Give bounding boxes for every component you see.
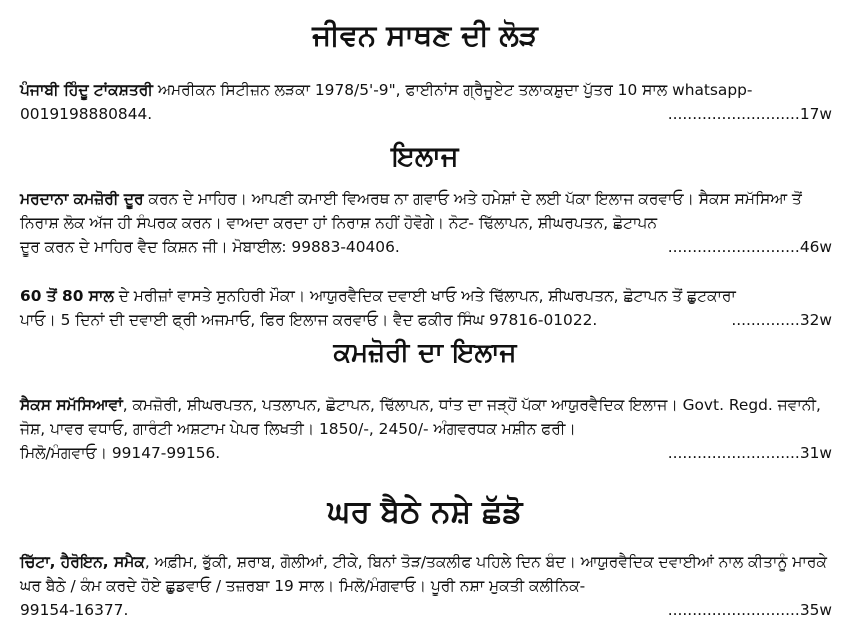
ad-body: ਦੇ ਮਰੀਜ਼ਾਂ ਵਾਸਤੇ ਸੁਨਹਿਰੀ ਮੌਕਾ। ਆਯੁਰਵੈਦਿਕ ਦਵਾਈ ਖਾਓ ਅਤੇ ਢਿੱਲਾਪਨ, ਸ਼ੀਘਰਪਤਨ, ਛੋਟਾਪਨ ਤੋਂ ਛੁਟਕਾਰਾ (113, 287, 736, 305)
ad-last-line: 99154-16377. (20, 601, 129, 619)
ad-lead: 60 ਤੋਂ 80 ਸਾਲ (20, 287, 114, 305)
ad-last-line: ਦੂਰ ਕਰਨ ਦੇ ਮਾਹਿਰ ਵੈਦ ਕਿਸ਼ਨ ਜੀ। ਮੋਬਾਈਲ: 99883-40406. (20, 238, 400, 256)
section-heading-treatment: ਇਲਾਜ (391, 141, 459, 172)
ad-text (20, 78, 832, 102)
ad-body: , ਅਫ਼ੀਮ, ਭੁੱਕੀ, ਸ਼ਰਾਬ, ਗੋਲੀਆਂ, ਟੀਕੇ, ਬਿਨਾਂ ਤੋੜ/ਤਕਲੀਫ ਪਹਿਲੇ ਦਿਨ ਬੰਦ। ਆਯੁਰਵੈਦਿਕ ਦਵਾਈਆਂ ਨਾਲ ਕੀਤਾਨੂੰ ਮਾਰਕੇ ਘਰ ਬੈਠੇ / ਕੰਮ ਕਰਦੇ ਹੋਏ ਛੁਡਵਾਓ / ਤਜ਼ਰਬਾ 19 ਸਾਲ। ਮਿਲੋ/ਮੰਗਵਾਓ। ਪੂਰੀ ਨਸ਼ਾ ਮੁਕਤੀ ਕਲੀਨਿਕ- (20, 553, 827, 595)
ad-body: , ਕਮਜ਼ੋਰੀ, ਸ਼ੀਘਰਪਤਨ, ਪਤਲਾਪਨ, ਛੋਟਾਪਨ, ਢਿੱਲਾਪਨ, ਧਾਂਤ ਦਾ ਜੜ੍ਹੋਂ ਪੱਕਾ ਆਯੁਰਵੈਦਿਕ ਇਲਾਜ। Govt. Regd. ਜਵਾਨੀ, ਜੋਸ਼, ਪਾਵਰ ਵਧਾਓ, ਗਾਰੰਟੀ ਅਸ਼ਟਾਮ ਪੇਪਰ ਲਿਖਤੀ। 1850/-, 2450/- ਅੰਗਵਰਧਕ ਮਸ਼ੀਨ ਫਰੀ। (20, 396, 821, 438)
ad-code: ..............32w (731, 311, 832, 329)
ad-lead: ਪੰਜਾਬੀ ਹਿੰਦੂ ਟਾਂਕਸ਼ਤਰੀ (20, 81, 153, 99)
ad-code: ...........................31w (667, 444, 832, 462)
ad-text (20, 550, 832, 598)
ad-last-line: ਮਿਲੋ/ਮੰਗਵਾਓ। 99147-99156. (20, 444, 221, 462)
ad-lead: ਮਰਦਾਨਾ ਕਮਜ਼ੋਰੀ ਦੂਰ (20, 190, 144, 208)
ad-tail (20, 102, 832, 126)
ad-code: ...........................35w (667, 601, 832, 619)
classified-ad (20, 284, 832, 332)
classified-ad (20, 78, 832, 126)
ad-code: ...........................46w (667, 238, 832, 256)
ad-text (20, 393, 832, 441)
section-heading-quit-addiction: ਘਰ ਬੈਠੇ ਨਸ਼ੇ ਛੱਡੋ (327, 494, 523, 530)
ad-lead: ਚਿੱਟਾ, ਹੈਰੋਇਨ, ਸਮੈਕ (20, 553, 145, 571)
ad-tail (20, 308, 832, 332)
section-heading-life-partner: ਜੀਵਨ ਸਾਥਣ ਦੀ ਲੋੜ (312, 18, 538, 52)
classified-ad (20, 187, 832, 259)
ad-tail (20, 598, 832, 622)
ad-last-line: 0019198880844. (20, 105, 153, 123)
classified-ad (20, 393, 832, 465)
ad-last-line: ਪਾਓ। 5 ਦਿਨਾਂ ਦੀ ਦਵਾਈ ਫ੍ਰੀ ਅਜਮਾਓ, ਫਿਰ ਇਲਾਜ ਕਰਵਾਓ। ਵੈਦ ਫਕੀਰ ਸਿੰਘ 97816-01022. (20, 311, 598, 329)
ad-text (20, 284, 832, 308)
ad-body: ਕਰਨ ਦੇ ਮਾਹਿਰ। ਆਪਣੀ ਕਮਾਈ ਵਿਅਰਥ ਨਾ ਗਵਾਓ ਅਤੇ ਹਮੇਸ਼ਾਂ ਦੇ ਲਈ ਪੱਕਾ ਇਲਾਜ ਕਰਵਾਓ। ਸੈਕਸ ਸਮੱਸਿਆ ਤੋਂ ਨਿਰਾਸ਼ ਲੋਕ ਅੱਜ ਹੀ ਸੰਪਰਕ ਕਰਨ। ਵਾਅਦਾ ਕਰਦਾ ਹਾਂ ਨਿਰਾਸ਼ ਨਹੀਂ ਹੋਵੋਗੇ। ਨੋਟ- ਢਿੱਲਾਪਨ, ਸ਼ੀਘਰਪਤਨ, ਛੋਟਾਪਨ (20, 190, 802, 232)
classified-ad (20, 550, 832, 622)
ad-tail (20, 441, 832, 465)
ad-text (20, 187, 832, 235)
ad-body: ਅਮਰੀਕਨ ਸਿਟੀਜ਼ਨ ਲੜਕਾ 1978/5'-9", ਫਾਈਨਾਂਸ ਗ੍ਰੈਜੂਏਟ ਤਲਾਕਸ਼ੁਦਾ ਪੁੱਤਰ 10 ਸਾਲ whatsapp- (152, 81, 753, 99)
section-heading-weakness-treatment: ਕਮਜ਼ੋਰੀ ਦਾ ਇਲਾਜ (333, 338, 517, 368)
ad-code: ...........................17w (667, 105, 832, 123)
ad-lead: ਸੈਕਸ ਸਮੱਸਿਆਵਾਂ (20, 396, 123, 414)
ad-tail (20, 235, 832, 259)
